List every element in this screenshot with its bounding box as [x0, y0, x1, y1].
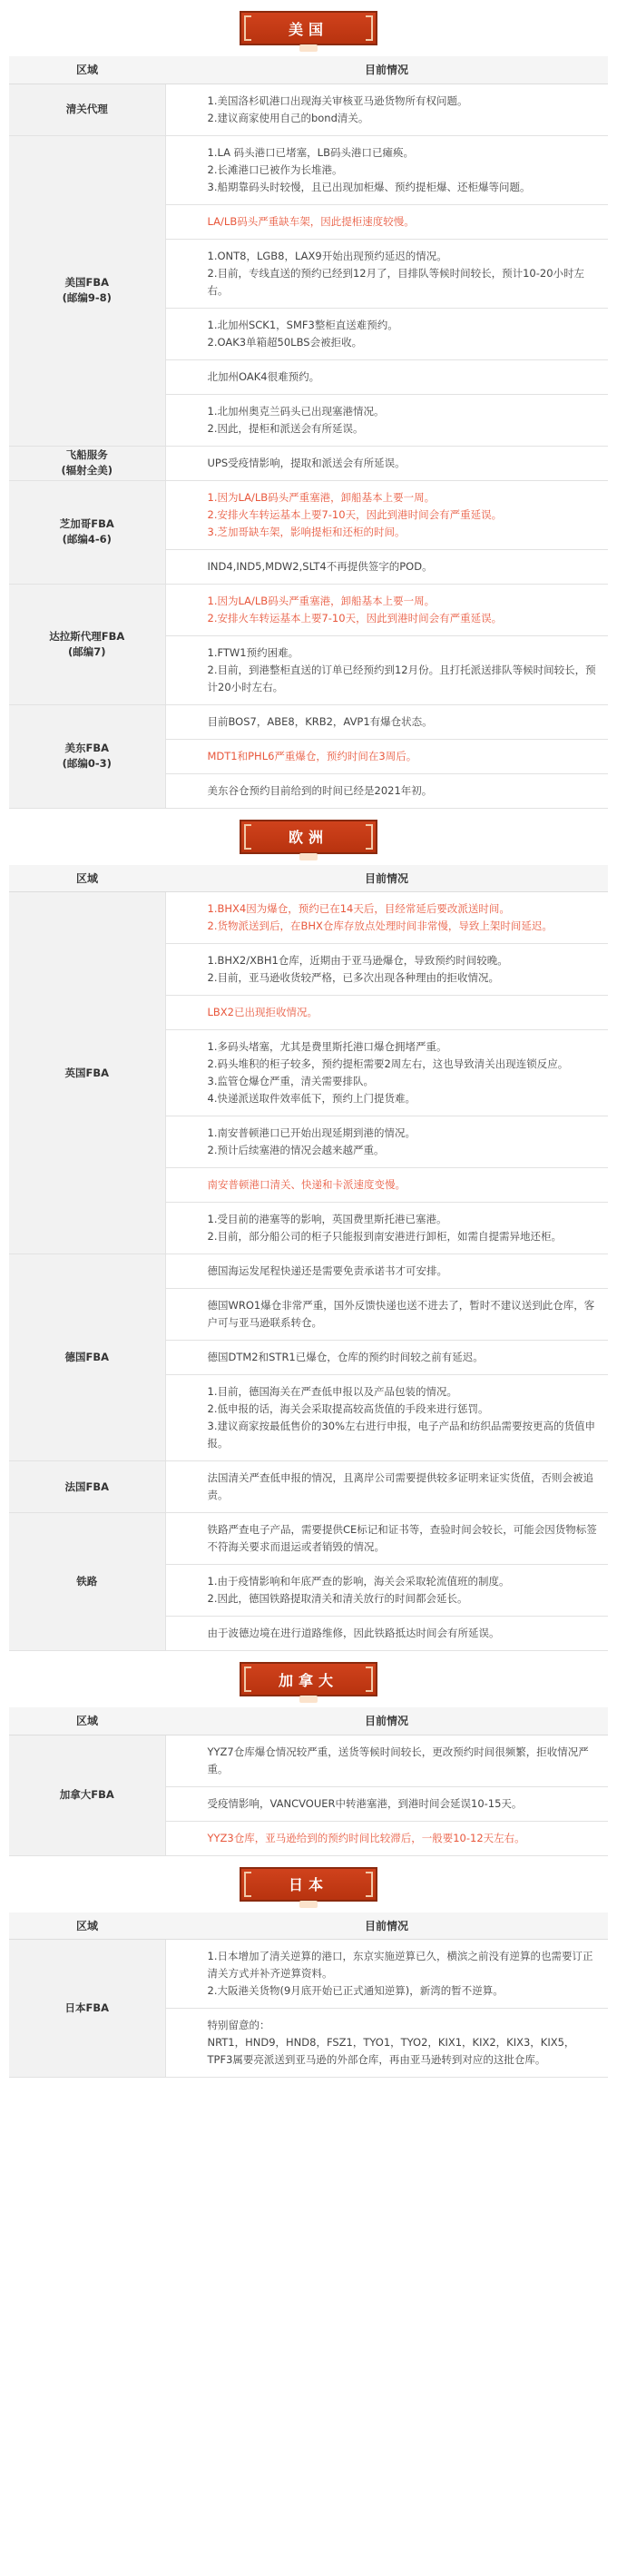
status-line-alert: LBX2已出现拒收情况。 [207, 1006, 318, 1018]
status-line: 北加州OAK4很难预约。 [207, 369, 320, 383]
status-line: 2.预计后续塞港的情况会越来越严重。 [207, 1144, 385, 1156]
status-line: 2.目前，亚马逊收货较严格，已多次出现各种理由的拒收情况。 [207, 971, 499, 984]
table-row [9, 446, 608, 480]
status-cell [165, 239, 608, 308]
status-cell [165, 1617, 608, 1651]
column-header-region: 区域 [9, 1912, 165, 1940]
status-cell [165, 996, 608, 1030]
section-title: 日本 [288, 1876, 328, 1893]
status-line: 1.多码头堵塞，尤其是费里斯托港口爆仓拥堵严重。 [207, 1040, 447, 1053]
region-label: 清关代理 [65, 103, 108, 115]
section-banner [0, 1651, 617, 1707]
status-line: 2.因此，提柜和派送会有所延误。 [207, 421, 364, 435]
header-row [9, 56, 608, 84]
status-line: 特别留意的： [207, 2019, 270, 2031]
status-cell [165, 394, 608, 446]
table-row [9, 1461, 608, 1513]
status-cell [165, 704, 608, 739]
status-line: 1.受目前的港塞等的影响，英国费里斯托港已塞港。 [207, 1213, 447, 1225]
column-header-status: 目前情况 [165, 1912, 608, 1940]
status-line: 2.码头堆积的柜子较多，预约提柜需要2周左右，这也导致清关出现连锁反应。 [207, 1057, 569, 1070]
table-row [9, 1735, 608, 1786]
table-row [9, 1254, 608, 1289]
region-label: 日本FBA [64, 2001, 110, 2014]
table-row [9, 135, 608, 204]
status-cell [165, 944, 608, 996]
status-line: 1.日本增加了清关逆算的港口，东京实施逆算已久，横滨之前没有逆算的也需要订正清关方式并补齐逆算资料。 [207, 1950, 593, 1980]
status-line-alert: 1.因为LA/LB码头严重塞港，卸船基本上要一周。 [207, 490, 436, 504]
column-header-region: 区域 [9, 56, 165, 84]
table-row [9, 584, 608, 635]
section-title: 加拿大 [278, 1671, 338, 1689]
region-cell [9, 480, 165, 584]
banner-label-box [240, 1867, 377, 1902]
status-line-alert: 2.安排火车转运基本上要7-10天，因此到港时间会有严重延误。 [207, 507, 503, 521]
status-cell [165, 308, 608, 359]
column-header-status: 目前情况 [165, 1707, 608, 1735]
status-cell [165, 1565, 608, 1617]
region-label: 法国FBA [64, 1480, 110, 1493]
status-line: 1.ONT8，LGB8，LAX9开始出现预约延迟的情况。 [207, 249, 447, 262]
status-line: 2.低申报的话，海关会采取提高较高货值的手段来进行惩罚。 [207, 1402, 489, 1415]
status-line: 2.建议商家使用自己的bond清关。 [207, 111, 369, 124]
table-body [9, 1940, 608, 2078]
region-label: (邮编4-6) [62, 533, 112, 546]
table-header [9, 56, 608, 84]
status-line: 3.监管仓爆仓严重，清关需要排队。 [207, 1075, 374, 1087]
status-cell [165, 1289, 608, 1341]
status-line: 德国DTM2和STR1已爆仓，仓库的预约时间较之前有延迟。 [207, 1351, 484, 1363]
table-row [9, 892, 608, 944]
status-line: 2.因此，德国铁路提取清关和清关放行的时间都会延长。 [207, 1592, 468, 1605]
status-line-alert: 3.芝加哥缺车架，影响提柜和还柜的时间。 [207, 525, 406, 538]
header-row [9, 1707, 608, 1735]
status-cell [165, 1030, 608, 1116]
region-label: 德国FBA [64, 1351, 110, 1363]
status-line: 1.BHX2/XBH1仓库，近期由于亚马逊爆仓，导致预约时间较晚。 [207, 954, 508, 967]
status-line: 德国海运发尾程快递还是需要免责承诺书才可安排。 [207, 1264, 447, 1277]
region-cell [9, 446, 165, 480]
table-body [9, 1735, 608, 1855]
status-cell [165, 584, 608, 635]
status-line: 1.北加州奥克兰码头已出现塞港情况。 [207, 404, 385, 418]
status-line-alert: 1.因为LA/LB码头严重塞港，卸船基本上要一周。 [207, 594, 436, 607]
status-line: 法国清关严查低申报的情况，且离岸公司需要提供较多证明来证实货值，否则会被追责。 [207, 1471, 593, 1501]
header-row [9, 1912, 608, 1940]
status-cell [165, 1821, 608, 1855]
status-line: 2.长滩港口已被作为长堆港。 [207, 162, 343, 176]
status-cell [165, 1341, 608, 1375]
status-cell [165, 446, 608, 480]
status-cell [165, 549, 608, 584]
column-header-region: 区域 [9, 1707, 165, 1735]
status-line: 受疫情影响，VANCVOUER中转港塞港，到港时间会延误10-15天。 [207, 1796, 523, 1810]
region-label: (邮编0-3) [62, 757, 112, 770]
region-cell [9, 135, 165, 446]
status-line: 2.目前，部分船公司的柜子只能报到南安港进行卸柜，如需自提需异地还柜。 [207, 1230, 562, 1243]
status-cell [165, 1461, 608, 1513]
status-line: 2.目前，专线直送的预约已经到12月了，目排队等候时间较长，预计10-20小时左右。 [207, 266, 585, 297]
column-header-status: 目前情况 [165, 865, 608, 892]
status-cell [165, 1513, 608, 1565]
region-cell [9, 84, 165, 135]
status-line: 由于波德边境在进行道路维修，因此铁路抵达时间会有所延误。 [207, 1627, 500, 1639]
region-cell [9, 1461, 165, 1513]
status-line: 2.大阪港关货物(9月底开始已正式通知逆算)，新湾的暂不逆算。 [207, 1984, 504, 1997]
status-line: 1.美国洛杉矶港口出现海关审核亚马逊货物所有权问题。 [207, 93, 468, 107]
banner-ornament [299, 853, 318, 860]
status-line: 1.FTW1预约困难。 [207, 645, 299, 659]
status-line: 美东谷仓预约目前给到的时间已经是2021年初。 [207, 783, 433, 797]
status-cell [165, 635, 608, 704]
status-line: IND4,IND5,MDW2,SLT4不再提供签字的POD。 [207, 559, 433, 573]
status-line: 3.建议商家按最低售价的30%左右进行申报，电子产品和纺织品需要按更高的货值申报。 [207, 1420, 596, 1450]
status-table [9, 1707, 608, 1856]
section-title: 美国 [288, 20, 328, 38]
status-line: NRT1，HND9，HND8，FSZ1，TYO1，TYO2，KIX1，KIX2，KIX3，KIX5，TPF3属要亮派送到亚马逊的外部仓库，再由亚马逊转到对应的这批仓库。 [207, 2036, 575, 2066]
region-label: (邮编9-8) [62, 291, 112, 304]
status-line-alert: MDT1和PHL6严重爆仓，预约时间在3周后。 [207, 749, 417, 762]
status-cell [165, 204, 608, 239]
status-line: 2.目前，到港整柜直送的订单已经预约到12月份。且打托派送排队等候时间较长，预计20小时左右。 [207, 663, 596, 693]
region-label: 芝加哥FBA [59, 517, 114, 530]
banner-label-box [240, 820, 377, 854]
status-cell [165, 739, 608, 773]
column-header-status: 目前情况 [165, 56, 608, 84]
banner-ornament [299, 44, 318, 52]
status-cell [165, 84, 608, 135]
region-cell [9, 1735, 165, 1855]
table-row [9, 1940, 608, 2009]
status-line: 1.由于疫情影响和年底严查的影响，海关会采取轮流值班的制度。 [207, 1575, 510, 1588]
status-cell [165, 773, 608, 808]
status-cell [165, 1254, 608, 1289]
status-line-alert: YYZ3仓库，亚马逊给到的预约时间比较滞后，一般要10-12天左右。 [207, 1831, 525, 1844]
table-header [9, 865, 608, 892]
status-cell [165, 2009, 608, 2078]
table-header [9, 1912, 608, 1940]
status-table [9, 865, 608, 1652]
region-cell [9, 892, 165, 1254]
region-label: 飞船服务 [65, 448, 108, 461]
status-line: 铁路严查电子产品，需要提供CE标记和证书等，查验时间会较长，可能会因货物标签不符海关要求而退运或者销毁的情况。 [207, 1523, 597, 1553]
table-body [9, 892, 608, 1651]
section-title: 欧洲 [288, 829, 328, 846]
table-row [9, 480, 608, 549]
status-cell [165, 1375, 608, 1461]
region-cell [9, 704, 165, 808]
status-line-alert: LA/LB码头严重缺车架，因此提柜速度较慢。 [207, 214, 415, 228]
status-line-alert: 1.BHX4因为爆仓，预约已在14天后，目经常延后要改派送时间。 [207, 902, 510, 915]
header-row [9, 865, 608, 892]
section-banner [0, 1856, 617, 1912]
status-line: 1.北加州SCK1，SMF3整柜直送难预约。 [207, 318, 398, 331]
status-line: 2.OAK3单箱超50LBS会被拒收。 [207, 335, 363, 349]
status-cell [165, 359, 608, 394]
status-line-alert: 南安普顿港口清关、快递和卡派速度变慢。 [207, 1178, 406, 1191]
status-cell [165, 1116, 608, 1168]
region-cell [9, 1513, 165, 1651]
status-line: 4.快递派送取件效率低下，预约上门提货难。 [207, 1092, 416, 1105]
section-banner [0, 809, 617, 865]
status-cell [165, 1940, 608, 2009]
region-label: 达拉斯代理FBA [49, 629, 125, 643]
status-cell [165, 1203, 608, 1254]
status-line: 1.LA 码头港口已堵塞，LB码头港口已瘫痪。 [207, 145, 414, 159]
region-label: (辐射全美) [61, 464, 113, 477]
status-line-alert: 2.货物派送到后，在BHX仓库存放点处理时间非常慢，导致上架时间延迟。 [207, 919, 553, 932]
status-line: 目前BOS7，ABE8，KRB2，AVP1有爆仓状态。 [207, 714, 433, 728]
status-line-alert: 2.安排火车转运基本上要7-10天，因此到港时间会有严重延误。 [207, 611, 503, 624]
region-label: 铁路 [76, 1575, 98, 1588]
status-cell [165, 892, 608, 944]
table-row [9, 704, 608, 739]
region-cell [9, 584, 165, 704]
status-line: 德国WRO1爆仓非常严重，国外反馈快递也送不进去了，暂时不建议送到此仓库，客户可与亚马逊联系转仓。 [207, 1299, 595, 1329]
banner-label-box [240, 11, 377, 45]
banner-ornament [299, 1696, 318, 1703]
section-banner [0, 0, 617, 56]
status-line: YYZ7仓库爆仓情况较严重，送货等候时间较长，更改预约时间很频繁，拒收情况严重。 [207, 1745, 589, 1775]
region-cell [9, 1254, 165, 1461]
table-row [9, 1513, 608, 1565]
table-row [9, 84, 608, 135]
status-cell [165, 135, 608, 204]
banner-label-box [240, 1662, 377, 1696]
status-cell [165, 1786, 608, 1821]
region-cell [9, 1940, 165, 2078]
table-body [9, 84, 608, 808]
status-table [9, 1912, 608, 2079]
status-line: 1.南安普顿港口已开始出现延期到港的情况。 [207, 1126, 416, 1139]
region-label: 英国FBA [64, 1066, 110, 1079]
region-label: 加拿大FBA [59, 1788, 114, 1801]
banner-ornament [299, 1901, 318, 1908]
status-cell [165, 480, 608, 549]
status-table [9, 56, 608, 809]
table-header [9, 1707, 608, 1735]
column-header-region: 区域 [9, 865, 165, 892]
status-line: 1.目前，德国海关在严查低申报以及产品包装的情况。 [207, 1385, 457, 1398]
status-line: UPS受疫情影响，提取和派送会有所延误。 [207, 456, 406, 469]
status-line: 3.船期靠码头时较慢，且已出现加柜爆、预约提柜爆、还柜爆等问题。 [207, 180, 531, 193]
status-cell [165, 1735, 608, 1786]
region-label: (邮编7) [67, 644, 106, 658]
region-label: 美国FBA [64, 276, 110, 289]
region-label: 美东FBA [64, 742, 110, 754]
status-cell [165, 1168, 608, 1203]
